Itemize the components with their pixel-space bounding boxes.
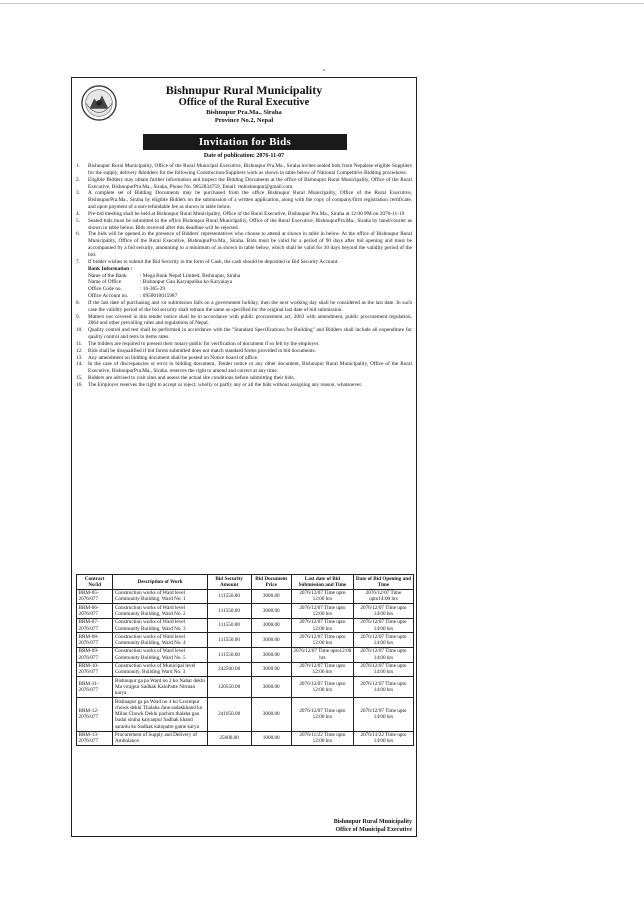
table-cell: 111550.00 bbox=[207, 589, 251, 604]
table-row bbox=[77, 698, 414, 731]
table-cell: 3000.00 bbox=[251, 677, 291, 698]
clause-text: Bids shall be disqualified if bid forms submitted does not match standard forms provided in bid documents. bbox=[88, 347, 316, 354]
clause-text: The Employer reserves the right to accept or reject, wholly or partly any or all the bids without assigning any reason, whatsoever. bbox=[88, 382, 363, 388]
table-row bbox=[77, 731, 414, 746]
bank-info-row bbox=[88, 293, 412, 300]
table-cell: 2076/12/07 Time upto 14:00 hrs bbox=[353, 633, 413, 648]
table-cell: BRM-08-2076/077 bbox=[77, 633, 113, 648]
clause-item bbox=[76, 348, 412, 355]
bid-notice bbox=[71, 77, 417, 837]
clause-number: 4. bbox=[76, 210, 80, 217]
table-cell: 3000.00 bbox=[251, 589, 291, 604]
table-cell: 111550.00 bbox=[207, 604, 251, 619]
bank-info-value: : 16-365-29 bbox=[140, 286, 165, 293]
bank-info-value: : 0950010015987 bbox=[140, 293, 178, 300]
table-cell: BRM-13-2076/077 bbox=[77, 731, 113, 746]
clause-number: 12. bbox=[76, 347, 83, 354]
organization-block bbox=[72, 83, 416, 125]
publication-date: Date of publication: 2076-11-07 bbox=[203, 153, 285, 159]
table-cell: 2076/11/22 Time upto 12:00 hrs bbox=[291, 731, 353, 746]
bank-info-value: : Bishnupur Gau Karyapalika ko Karyalaya bbox=[140, 279, 232, 286]
bank-info-label: Office Code no. bbox=[88, 286, 122, 293]
table-cell: Procurement of Supply and Delivery of Ambulance. bbox=[113, 731, 207, 746]
table-cell: BRM-09-2076/077 bbox=[77, 647, 113, 662]
table-header-cell: Date of Bid Opening and Time bbox=[353, 575, 413, 590]
scan-speck bbox=[323, 69, 325, 71]
table-cell: 111550.00 bbox=[207, 647, 251, 662]
table-cell: 2076/12/07 Time upto 12:00 hrs bbox=[291, 589, 353, 604]
table-header-cell: Last date of Bid Submission and Time bbox=[291, 575, 353, 590]
table-header-cell: Contract No/Id bbox=[77, 575, 113, 590]
clause-item bbox=[76, 300, 412, 314]
clause-number: 16. bbox=[76, 382, 83, 388]
table-cell: 1000.00 bbox=[251, 731, 291, 746]
clause-item bbox=[76, 259, 412, 266]
table-header-cell: Description of Work bbox=[113, 575, 207, 590]
clause-text: Matters not covered in this tender notice shall be in accordance with public procurement act, 2063 with amendment, public procurement regulation, 2064 and other prevailing rules and regulations of Nepal. bbox=[88, 313, 412, 327]
clause-item bbox=[76, 218, 412, 232]
clause-text: In the case of discrepancies or error in bidding document, Tender notice or any other document, Bishnupur Rural Municipality, Office of the Rural Executive, BishnupurPra.Ma., Siraha. reserves the right to amend and correct at any time. bbox=[88, 361, 412, 375]
table-row bbox=[77, 618, 414, 633]
notice-clauses bbox=[76, 163, 412, 389]
bank-info-label: Name of Office bbox=[88, 279, 122, 286]
clause-item bbox=[76, 163, 412, 177]
table-row bbox=[77, 633, 414, 648]
scan-edge-line bbox=[0, 3, 644, 4]
office-name: Office of the Rural Executive bbox=[178, 97, 310, 108]
table-row bbox=[77, 647, 414, 662]
table-cell: 2076/12/07 Time upto 14:00 hrs bbox=[353, 647, 413, 662]
clause-text: The bids will be opened in the presence of Bidders' representatives who choose to attend at shown in table in below. At the office of Bishnupur Rural Municipality, Office of the Rural Executive, BishnupurPra.Ma., Siraha. Bids must be valid for a period of 90 days after bid opening and must be accompanied by a bid security, amounting to a minimum of as shown in table below, which shall be valid for 30 days beyond the validity period of the bid. bbox=[88, 231, 412, 258]
clause-number: 8. bbox=[76, 299, 80, 306]
address-line-2: Province No.2, Nepal bbox=[214, 117, 274, 124]
footer-municipality: Bishnupur Rural Municipality bbox=[333, 819, 412, 825]
clause-item bbox=[76, 375, 412, 382]
table-row bbox=[77, 662, 414, 677]
clause-text: Eligible Bidders may obtain further information and inspect the Bidding Documents at the office of Bishnupur Rural Municipality, Office of the Rural Executive, BishnupurPra.Ma., Siraha, Phone No. 9852834759, Email: rmbishnupur@gmail.com. bbox=[88, 176, 412, 190]
table-cell: BRM-07-2076/077 bbox=[77, 618, 113, 633]
notice-header bbox=[72, 78, 416, 168]
bank-info-value: : Mega Bank Nepal Limited, Bishnupur, Siraha bbox=[140, 272, 241, 279]
table-cell: 3000.00 bbox=[251, 604, 291, 619]
table-cell: 25600.00 bbox=[207, 731, 251, 746]
table-cell: Construction works of Ward level Community Building, Ward No. 4 bbox=[113, 633, 207, 648]
table-header-cell: Bid Security Amount bbox=[207, 575, 251, 590]
table-cell: 2076/12/07 Time upto 12:00 hrs bbox=[291, 698, 353, 731]
table-header-row bbox=[77, 575, 414, 590]
table-row bbox=[77, 677, 414, 698]
table-cell: Bishnupur ga pa Ward no 2 ko Nahar dekhi Ma virajpur Sadhak KaloPatte Nirman karya bbox=[113, 677, 207, 698]
footer-office: Office of Municipal Executive bbox=[335, 827, 412, 833]
clause-item bbox=[76, 231, 412, 258]
table-cell: 3000.00 bbox=[251, 633, 291, 648]
clause-number: 14. bbox=[76, 361, 83, 368]
table-cell: 111550.00 bbox=[207, 633, 251, 648]
table-cell: 2076/12/07 Time upto 12:00 hrs bbox=[291, 604, 353, 619]
clause-number: 9. bbox=[76, 313, 80, 320]
clause-item bbox=[76, 327, 412, 341]
clause-item bbox=[76, 190, 412, 211]
clause-number: 5. bbox=[76, 217, 80, 224]
clause-text: Bidders are advised to visit sites and assess the actual site conditions before submitting their bids. bbox=[88, 375, 295, 382]
clause-text: Quality control and test shall be performed in accordance with the "Standard Specifications for Building" and Bidders shall include all expenditure for quality control and tests in items rates. bbox=[88, 327, 412, 341]
table-cell: BRM-10-2076/077 bbox=[77, 662, 113, 677]
clause-number: 13. bbox=[76, 354, 83, 361]
table-cell: BRM-05-2076/077 bbox=[77, 589, 113, 604]
bank-info-row bbox=[88, 273, 412, 280]
clause-item bbox=[76, 211, 412, 218]
table-cell: 2076/12/07 Time upto 12:00 hrs bbox=[291, 618, 353, 633]
table-cell: BRM-11-2076/077 bbox=[77, 677, 113, 698]
table-cell: 242500.00 bbox=[207, 662, 251, 677]
table-cell: Construction works of Ward level Community Building, Ward No. 5 bbox=[113, 647, 207, 662]
clause-text: If bidder wishes to submit the Bid Security in the form of Cash, the cash should be deposited in Bid Security Account. bbox=[88, 258, 339, 265]
bank-info-label: Office Account no. bbox=[88, 293, 129, 300]
clause-text: The bidders are required to present their notary public for verification of document if so felt by the employer. bbox=[88, 340, 320, 347]
table-cell: 2076/12/07 Time upto 14:00 hrs bbox=[353, 604, 413, 619]
clause-number: 15. bbox=[76, 375, 83, 382]
clause-text: Bishnupur Rural Municipality, Office of the Rural Municipal Executive, Bishnupur Pra.Ma., Siraha invites sealed bids from Nepalese eligible Suppliers for the supply, delivery &bidders for the following Construction/Suppliers work as shown in table below of National Competitive Bidding procedures. bbox=[88, 163, 412, 176]
table-cell: 3000.00 bbox=[251, 698, 291, 731]
clause-text: If the last date of purchasing and /or submission falls on a government holiday, then the next working day shall be considered as the last date. In such case the validity period of the bid security shall remain the same as specified for the original last date of bid submission. bbox=[88, 299, 412, 313]
table-cell: 2076/12/07 Time upto 14:00 hrs bbox=[353, 662, 413, 677]
table-cell: 2076/12/07 Time upto 12:00 hrs bbox=[291, 662, 353, 677]
clause-text: Pre-bid meeting shall be held at Bishnupur Rural Municipality, Office of the Rural Executive, Bishnupur Pra.Ma., Siraha at 12:00 PM on 2076-11-19 bbox=[88, 210, 405, 217]
table-cell: BRM-06-2076/077 bbox=[77, 604, 113, 619]
clause-number: 2. bbox=[76, 176, 80, 183]
table-cell: Construction works of Municipal level Community, Building Ward No. 3 bbox=[113, 662, 207, 677]
table-cell: 120550.00 bbox=[207, 677, 251, 698]
clause-item bbox=[76, 314, 412, 328]
clause-item bbox=[76, 177, 412, 191]
clause-item bbox=[76, 382, 412, 389]
table-cell: Construction works of Ward level Community Building, Ward No. 2 bbox=[113, 604, 207, 619]
table-cell: 2076/12/07 Time upto 14:00 hrs bbox=[353, 698, 413, 731]
table-cell: 3000.00 bbox=[251, 647, 291, 662]
table-cell: 3000.00 bbox=[251, 662, 291, 677]
clause-item bbox=[76, 341, 412, 348]
bank-info-title: Bank Information : bbox=[88, 265, 133, 272]
clause-number: 7. bbox=[76, 258, 80, 265]
clause-item bbox=[76, 361, 412, 375]
table-cell: Bishnapur ga pa Ward no 4 ko Laxmipur chowk dekhi Thalaha Jane sadakkhand ko Milan Chowk Dekhi pachim thalaha gau budai siraha kalyanpur Sadhak khand sarantu ko Sadhak kalopatre game karya bbox=[113, 698, 207, 731]
table-row bbox=[77, 604, 414, 619]
table-cell: 2076/12/07 Time upto12:00 hrs bbox=[291, 647, 353, 662]
table-cell: Construction works of Ward level Community Building, Ward No. 3 bbox=[113, 618, 207, 633]
clause-number: 1. bbox=[76, 163, 80, 169]
table-cell: Construction works of Ward level Community Building, Ward No. 1 bbox=[113, 589, 207, 604]
bank-information bbox=[88, 266, 412, 300]
table-cell: 3000.00 bbox=[251, 618, 291, 633]
table-cell: 2076/12/07 Time upto14:00 hrs bbox=[353, 589, 413, 604]
clause-number: 11. bbox=[76, 340, 83, 347]
organization-name: Bishnupur Rural Municipality bbox=[165, 83, 323, 97]
bids-table bbox=[76, 574, 414, 746]
table-cell: 111550.00 bbox=[207, 618, 251, 633]
table-row bbox=[77, 589, 414, 604]
table-header-cell: Bid Document Price bbox=[251, 575, 291, 590]
notice-footer bbox=[334, 818, 412, 834]
bank-info-row bbox=[88, 286, 412, 293]
table-cell: 2076/12/07 Time upto 12:00 hrs bbox=[291, 633, 353, 648]
table-cell: BRM-12-2076/077 bbox=[77, 698, 113, 731]
table-cell: 241050.00 bbox=[207, 698, 251, 731]
notice-title-banner: Invitation for Bids bbox=[143, 134, 347, 150]
clause-number: 3. bbox=[76, 190, 80, 197]
table-cell: 2076/11/22 Time upto 14:00 hrs bbox=[353, 731, 413, 746]
address-line-1: Bishnupur Pra.Ma., Siraha bbox=[206, 109, 282, 116]
clause-text: Any amendment on bidding document shall be posted on Notice board of office. bbox=[88, 354, 259, 361]
clause-number: 6. bbox=[76, 231, 80, 238]
table-cell: 2076/12/07 Time upto 12:00 hrs bbox=[291, 677, 353, 698]
clause-text: Sealed bids must be submitted to the office Bishnupur Rural Municipality, Office of the Rural Executive, BishnupurPra.Ma., Siraha by hand/courier as shown in table below. Bids received after this deadline will be rejected. bbox=[88, 217, 412, 231]
table-cell: 2076/12/07 Time upto 14:00 hrs bbox=[353, 677, 413, 698]
bank-info-label: Name of the Bank bbox=[88, 272, 127, 279]
table-cell: 2076/12/07 Time upto 14:00 hrs bbox=[353, 618, 413, 633]
clause-number: 10. bbox=[76, 327, 83, 334]
clause-text: A complete set of Bidding Documents may be purchased from the office Bishnupur Rural Municipality, Office of the Rural Executive, BishnupurPra.Ma., Siraha by eligible Bidders on the submission of a written application, along with the copy of company/firm registration certificate, and upon payment of a non-refundable fee as shown in table below. bbox=[88, 190, 412, 211]
bank-info-row bbox=[88, 279, 412, 286]
